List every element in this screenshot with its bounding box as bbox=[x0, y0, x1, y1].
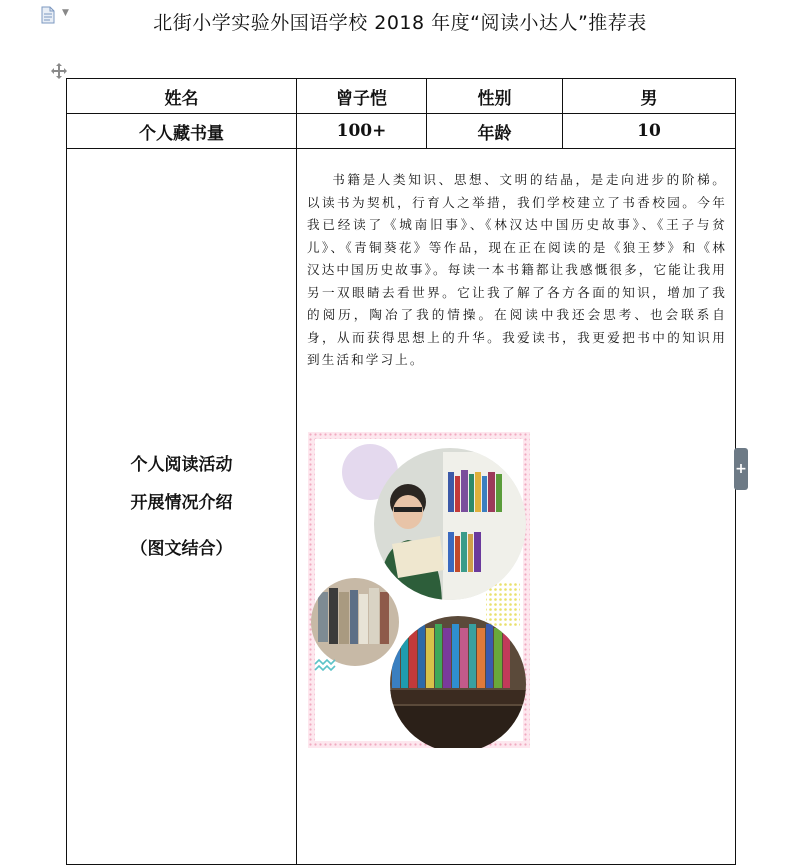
gender-value[interactable]: 男 bbox=[563, 79, 736, 114]
essay-text: 书籍是人类知识、思想、文明的结晶，是走向进步的阶梯。以读书为契机，行育人之举措，我们学校建立了书香校园。今年我已经读了《城南旧事》、《林汉达中国历史故事》、《王子与贫儿》、《青铜葵花》等作品，现在正在阅读的是《狼王梦》和《林汉达中国历史故事》。每读一本书籍都让我感慨很多，它能让我用另一双眼睛去看世界。它让我了解了各方各面的知识，增加了我的阅历，陶冶了我的情操。在阅读中我还会思考、也会联系自身，从而获得思想上的升华。我爱读书，我更爱把书中的知识用到生活和学习上。 bbox=[307, 172, 727, 367]
books-value[interactable]: 100+ bbox=[297, 114, 427, 149]
activity-label bbox=[67, 149, 297, 865]
name-value[interactable]: 曾子恺 bbox=[297, 79, 427, 114]
activity-label-line: （图文结合） bbox=[130, 538, 233, 559]
chevron-down-icon[interactable]: ▼ bbox=[62, 8, 69, 18]
activity-label-line: 个人阅读活动 bbox=[130, 454, 233, 475]
expand-tab-icon[interactable]: + bbox=[734, 448, 748, 490]
table-row bbox=[67, 79, 736, 114]
table-row bbox=[67, 114, 736, 149]
photo-collage bbox=[308, 432, 530, 748]
age-label: 年龄 bbox=[427, 114, 563, 149]
document-title: 北街小学实验外国语学校 2018 年度“阅读小达人”推荐表 bbox=[153, 12, 647, 34]
activity-label-line: 开展情况介绍 bbox=[130, 492, 233, 513]
books-label: 个人藏书量 bbox=[67, 114, 297, 149]
name-label: 姓名 bbox=[67, 79, 297, 114]
gender-label: 性别 bbox=[427, 79, 563, 114]
age-value[interactable]: 10 bbox=[563, 114, 736, 149]
